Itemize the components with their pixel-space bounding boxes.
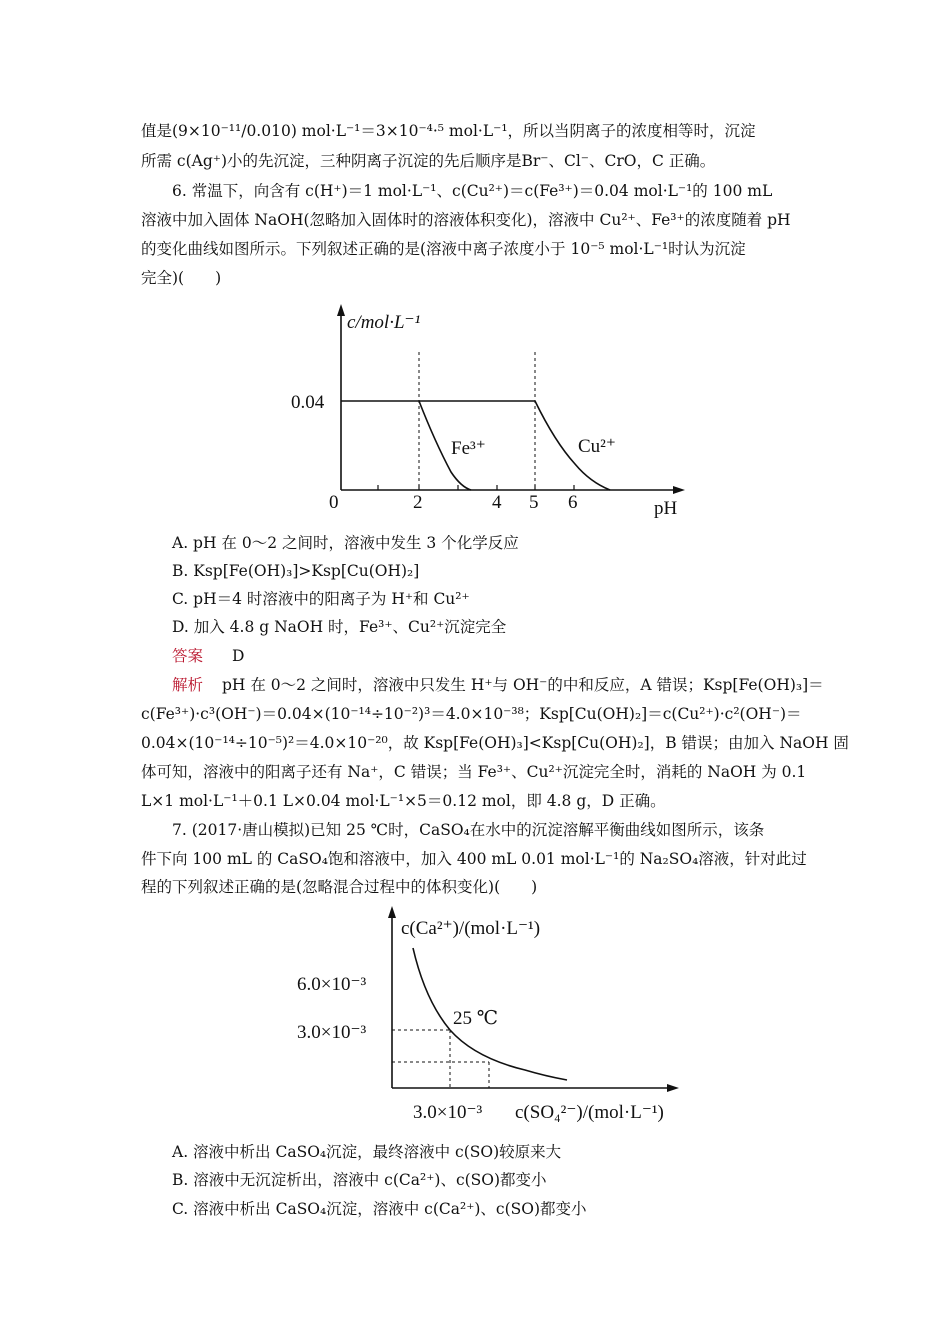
y-axis-arrow — [388, 906, 396, 918]
cu2-label: Cu²⁺ — [578, 436, 616, 457]
question-7-stem: 7. (2017·唐山模拟)已知 25 ℃时，CaSO₄在水中的沉淀溶解平衡曲线如图所示，该条 — [172, 821, 765, 839]
option-a: A. pH 在 0～2 之间时，溶液中发生 3 个化学反应 — [172, 534, 519, 552]
option-d: D. 加入 4.8 g NaOH 时，Fe³⁺、Cu²⁺沉淀完全 — [172, 618, 507, 636]
text-line: 的变化曲线如图所示。下列叙述正确的是(溶液中离子浓度小于 10⁻⁵ mol·L⁻¹时认为沉淀 — [141, 240, 746, 258]
y-tick-label: 3.0×10⁻³ — [297, 1022, 367, 1043]
x-axis-arrow — [667, 1084, 679, 1092]
x-axis-label: c(SO₄²⁻)/(mol·L⁻¹) — [515, 1102, 664, 1123]
analysis-row — [172, 674, 824, 696]
x-tick-label: 4 — [492, 492, 502, 513]
answer-label: 答案 — [172, 647, 204, 665]
x-tick-label: 2 — [413, 492, 423, 513]
analysis-text: 0.04×(10⁻¹⁴÷10⁻⁵)²＝4.0×10⁻²⁰，故 Ksp[Fe(OH)₃]<Ksp[Cu(OH)₂]，B 错误；由加入 NaOH 固 — [141, 734, 849, 752]
option-a: A. 溶液中析出 CaSO₄沉淀，最终溶液中 c(SO)较原来大 — [172, 1143, 562, 1161]
analysis-text: pH 在 0～2 之间时，溶液中只发生 H⁺与 OH⁻的中和反应，A 错误；Ksp[Fe(OH)₃]＝ — [221, 676, 824, 694]
text-line: 值是(9×10⁻¹¹/0.010) mol·L⁻¹＝3×10⁻⁴·⁵ mol·L⁻¹，所以当阴离子的浓度相等时，沉淀 — [141, 122, 756, 140]
analysis-label: 解析 — [172, 676, 204, 694]
analysis-text: L×1 mol·L⁻¹＋0.1 L×0.04 mol·L⁻¹×5＝0.12 mol，即 4.8 g，D 正确。 — [141, 792, 666, 810]
figure-caso4-curve — [285, 900, 705, 1136]
fe3-label: Fe³⁺ — [451, 438, 486, 459]
text-line: 完全)( ) — [141, 269, 222, 287]
option-b: B. Ksp[Fe(OH)₃]>Ksp[Cu(OH)₂] — [172, 562, 420, 580]
answer-row — [172, 645, 244, 667]
text-line: 所需 c(Ag⁺)小的先沉淀，三种阴离子沉淀的先后顺序是Br⁻、Cl⁻、CrO，C 正确。 — [141, 152, 716, 170]
y-tick-label: 0.04 — [291, 392, 325, 413]
y-axis-label: c/mol·L⁻¹ — [347, 312, 421, 333]
y-axis-arrow — [337, 304, 345, 316]
analysis-text: c(Fe³⁺)·c³(OH⁻)＝0.04×(10⁻¹⁴÷10⁻²)³＝4.0×10⁻³⁸；Ksp[Cu(OH)₂]＝c(Cu²⁺)·c²(OH⁻)＝ — [141, 705, 802, 723]
x-tick-label: 5 — [529, 492, 539, 513]
figure-ph-curve — [285, 292, 705, 524]
analysis-text: 体可知，溶液中的阳离子还有 Na⁺，C 错误；当 Fe³⁺、Cu²⁺沉淀完全时，消耗的 NaOH 为 0.1 — [141, 763, 807, 781]
text-line: 程的下列叙述正确的是(忽略混合过程中的体积变化)( ) — [141, 878, 538, 896]
option-c: C. pH＝4 时溶液中的阳离子为 H⁺和 Cu²⁺ — [172, 590, 470, 608]
option-c: C. 溶液中析出 CaSO₄沉淀，溶液中 c(Ca²⁺)、c(SO)都变小 — [172, 1200, 587, 1218]
answer-value: D — [231, 647, 245, 665]
text-line: 件下向 100 mL 的 CaSO₄饱和溶液中，加入 400 mL 0.01 mol·L⁻¹的 Na₂SO₄溶液，针对此过 — [141, 850, 807, 868]
option-b: B. 溶液中无沉淀析出，溶液中 c(Ca²⁺)、c(SO)都变小 — [172, 1171, 547, 1189]
temperature-label: 25 ℃ — [453, 1008, 499, 1029]
x-axis-arrow — [673, 486, 685, 494]
y-tick-label: 6.0×10⁻³ — [297, 974, 367, 995]
x-axis-label: pH — [654, 498, 678, 519]
x-tick-label: 6 — [568, 492, 578, 513]
text-line: 溶液中加入固体 NaOH(忽略加入固体时的溶液体积变化)，溶液中 Cu²⁺、Fe³⁺的浓度随着 pH — [141, 211, 791, 229]
origin-label: 0 — [329, 492, 339, 513]
x-tick-label: 3.0×10⁻³ — [413, 1102, 483, 1123]
y-axis-label: c(Ca²⁺)/(mol·L⁻¹) — [401, 918, 541, 939]
question-6-stem: 6. 常温下，向含有 c(H⁺)＝1 mol·L⁻¹、c(Cu²⁺)＝c(Fe³⁺)＝0.04 mol·L⁻¹的 100 mL — [172, 182, 773, 200]
